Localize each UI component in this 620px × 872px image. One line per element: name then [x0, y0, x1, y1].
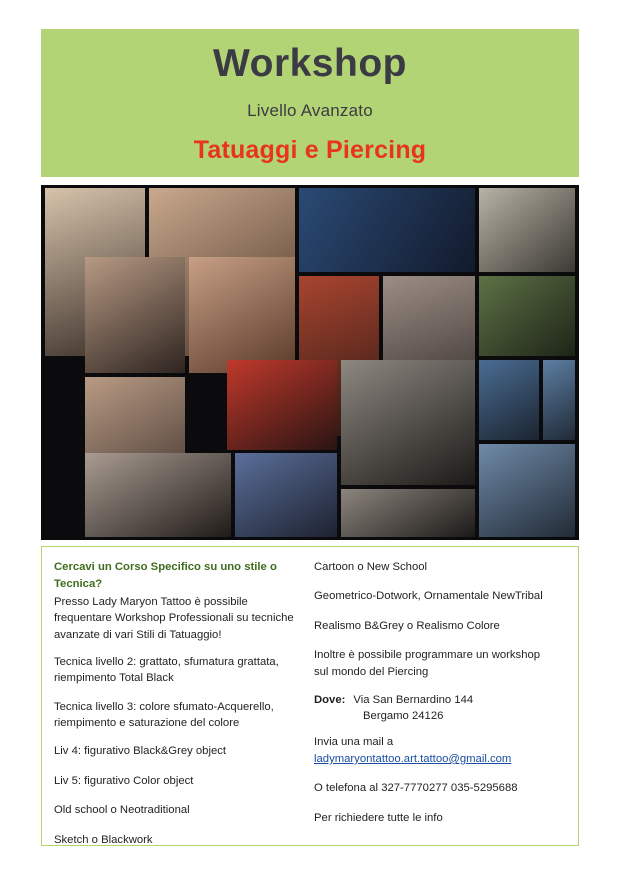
old-school: Old school o Neotraditional	[54, 804, 190, 817]
tattoo-photo-hamsa-hand	[479, 188, 575, 272]
tattoo-photo-blue-face-portrait	[299, 188, 475, 272]
info-request: Per richiedere tutte le info	[314, 811, 443, 824]
address-city: Bergamo 24126	[363, 710, 444, 723]
tattoo-photo-blue-rose-color	[479, 360, 539, 440]
tattoo-photo-hourglass-color	[235, 453, 337, 537]
tattoo-photo-black-grey-ribs	[85, 257, 185, 373]
realismo: Realismo B&Grey o Realismo Colore	[314, 619, 500, 632]
piercing-note	[314, 647, 570, 680]
address-label: Dove:	[314, 693, 346, 706]
tattoo-photo-portrait-michael	[85, 453, 231, 537]
lead-question	[54, 559, 299, 643]
tattoo-photo-anchor-arm	[189, 257, 295, 373]
mail-intro: Invia una mail a	[314, 735, 394, 748]
level-5: Liv 5: figurativo Color object	[54, 774, 194, 787]
page-title: Workshop	[213, 42, 407, 85]
cartoon-new-school: Cartoon o New School	[314, 561, 428, 573]
address-block	[314, 692, 570, 725]
photo-collage	[41, 185, 579, 540]
left-column	[54, 559, 299, 861]
lead-question-line2: Tecnica?	[54, 578, 103, 591]
header-topic: Tatuaggi e Piercing	[193, 135, 427, 164]
header-subtitle: Livello Avanzato	[247, 100, 373, 120]
tattoo-photo-blue-flower-thigh	[543, 360, 575, 440]
tattoo-photo-rose-black-grey	[341, 360, 475, 485]
email-address-text[interactable]: ladymaryontattoo.art.tattoo@gmail.com	[314, 753, 512, 765]
technique-level-3: Tecnica livello 3: colore sfumato-Acquerello, riempimento e saturazione del colore	[54, 700, 274, 729]
address-row	[314, 692, 570, 708]
email-link[interactable]	[314, 751, 570, 767]
technique-level-2: Tecnica livello 2: grattato, sfumatura grattata, riempimento Total Black	[54, 655, 279, 685]
address-street: Via San Bernardino 144	[353, 693, 474, 706]
intro-text: Presso Lady Maryon Tattoo è possibile frequentare Workshop Professionali su tecniche avanzate di vari Stili di Tatuaggio!	[54, 595, 294, 641]
tattoo-photo-clown-portrait-grey	[341, 489, 475, 537]
header-band	[41, 29, 579, 177]
tattoo-photo-leg-color-piece	[479, 444, 575, 537]
piercing-note-line2: sul mondo del Piercing	[314, 665, 429, 678]
piercing-note-line1: Inoltre è possibile programmare un workshop	[314, 649, 541, 662]
phone-numbers: O telefona al 327-7770277 035-5295688	[314, 782, 518, 795]
info-panel	[41, 546, 579, 846]
level-4: Liv 4: figurativo Black&Grey object	[54, 745, 227, 758]
tattoo-photo-green-snake-arm	[479, 276, 575, 356]
tattoo-photo-red-lips-dots	[227, 360, 337, 450]
geometric-dotwork: Geometrico-Dotwork, Ornamentale NewTribal	[314, 590, 543, 603]
lead-question-line1: Cercavi un Corso Specifico su uno stile o	[54, 561, 277, 573]
sketch-blackwork: Sketch o Blackwork	[54, 833, 153, 846]
right-column	[314, 559, 570, 839]
